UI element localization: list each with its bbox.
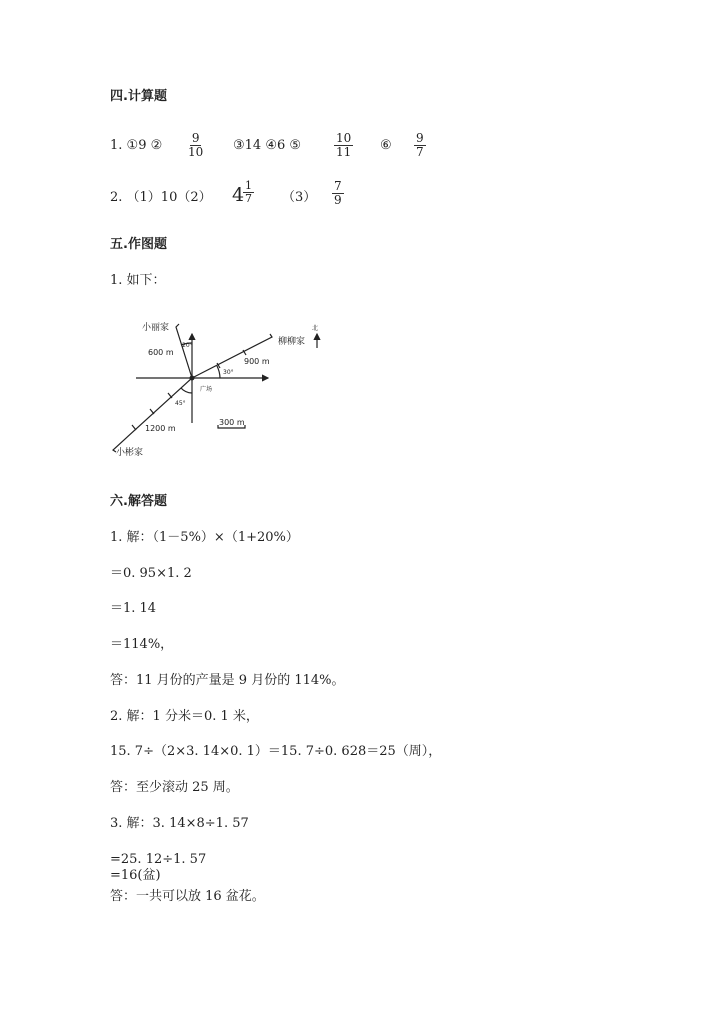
solution-line: 答：至少滚动 25 周。: [110, 780, 239, 795]
q2-c3: （3）: [282, 190, 317, 205]
label-600m: 600 m: [148, 348, 174, 357]
fraction: [334, 132, 353, 159]
label-45deg: 45°: [175, 400, 186, 407]
numerator: 7: [334, 179, 342, 193]
numerator: 9: [416, 131, 424, 145]
numerator: 9: [191, 131, 200, 145]
fraction: [332, 180, 344, 207]
q2-prefix: 2. （1）10（2）: [110, 190, 212, 205]
label-20deg: 20°: [182, 342, 193, 349]
drawing-q1: 1. 如下：: [110, 273, 166, 288]
numerator: 1: [245, 179, 252, 192]
q1-prefix: 1. ①9 ②: [110, 138, 163, 153]
solution-line: ＝114%，: [110, 637, 174, 652]
solution-line: 答：一共可以放 16 盆花。: [110, 889, 265, 904]
section-title-calculation: 四.计算题: [110, 89, 167, 104]
direction-diagram: [100, 310, 340, 470]
line-to-xiaoli: [176, 324, 192, 378]
solution-line: ＝1. 14: [110, 601, 157, 616]
mixed-whole: 4: [232, 184, 245, 206]
label-square: 广场: [200, 386, 213, 393]
section-title-drawing: 五.作图题: [110, 237, 167, 252]
solution-line: ＝0. 95×1. 2: [110, 566, 192, 581]
label-scale: 300 m: [219, 418, 245, 427]
solution-line: 2. 解：1 分米＝0. 1 米，: [110, 709, 259, 724]
fraction: [188, 132, 203, 159]
q1-c6: ⑥: [380, 138, 392, 153]
label-xiaoli: 小丽家: [142, 323, 170, 333]
label-north: 北: [312, 325, 319, 332]
solution-line: 3. 解：3. 14×8÷1. 57: [110, 816, 249, 831]
label-30deg: 30°: [223, 369, 234, 376]
line-to-xiaobin: [113, 378, 192, 452]
label-900m: 900 m: [244, 357, 270, 366]
solution-line: =16(盆): [110, 868, 161, 883]
label-liuliu: 柳柳家: [278, 337, 306, 347]
denominator: 10: [188, 145, 204, 159]
q1-mid: ③14 ④6 ⑤: [233, 138, 302, 153]
numerator: 10: [336, 131, 352, 145]
solution-line: 1. 解：（1－5%）×（1+20%）: [110, 530, 299, 545]
denominator: 9: [334, 193, 342, 207]
label-xiaobin: 小彬家: [116, 448, 144, 458]
fraction: [243, 180, 254, 205]
section-title-solutions: 六.解答题: [110, 494, 167, 509]
solution-line: 15. 7÷（2×3. 14×0. 1）＝15. 7÷0. 628＝25（周），: [110, 744, 442, 759]
label-1200m: 1200 m: [145, 424, 176, 433]
denominator: 11: [336, 145, 352, 159]
solution-line: 答：11 月份的产量是 9 月份的 114%。: [110, 673, 345, 688]
denominator: 7: [416, 145, 424, 159]
denominator: 7: [245, 192, 252, 205]
fraction: [414, 132, 426, 159]
solution-line: =25. 12÷1. 57: [110, 852, 207, 867]
